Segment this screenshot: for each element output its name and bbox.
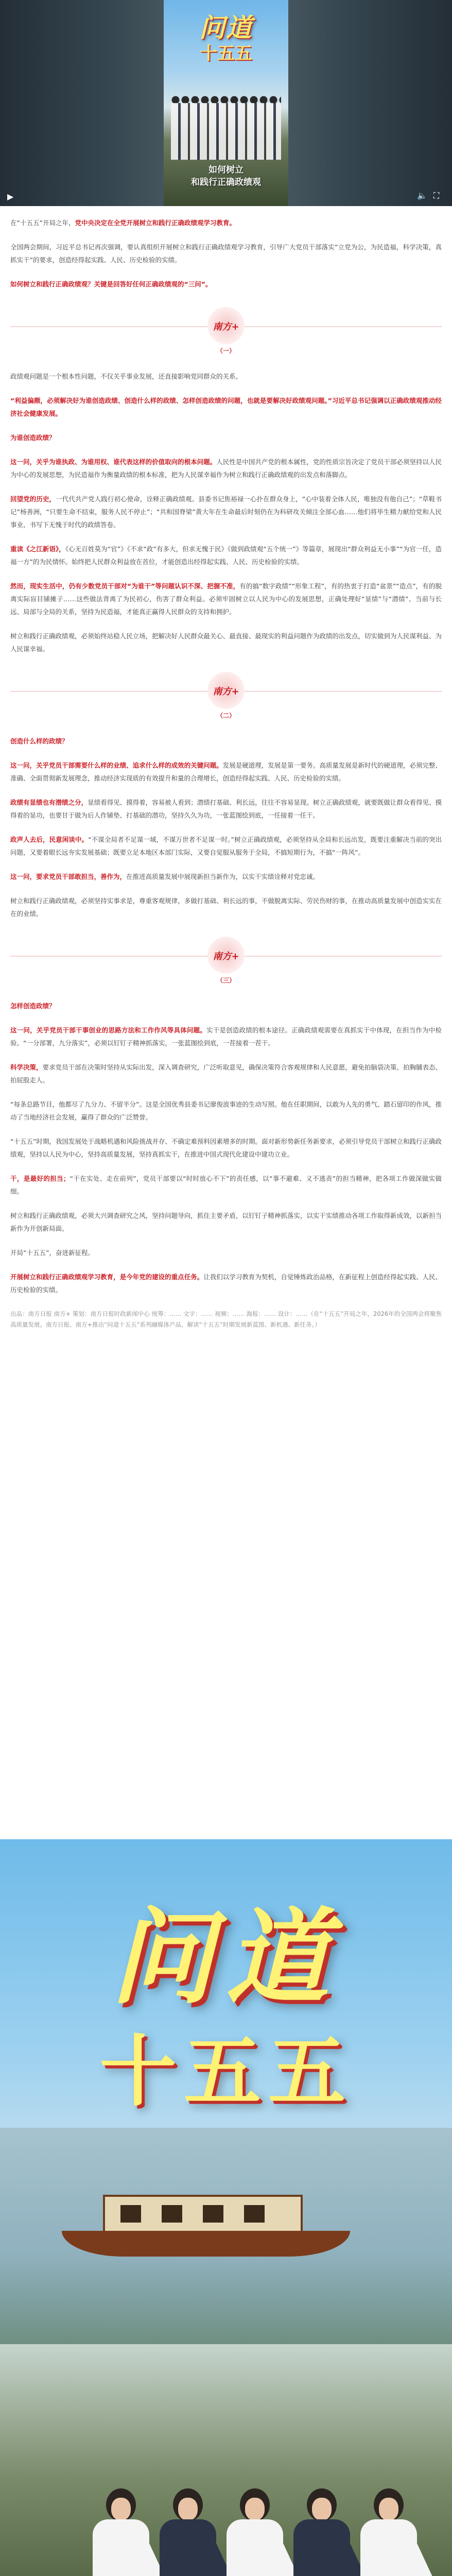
- video-cover-caption-line2: 和践行正确政绩观: [191, 177, 261, 188]
- s2-paragraph: [10, 870, 442, 883]
- badge-label: 南方+: [213, 951, 239, 962]
- s1-paragraph: [10, 630, 442, 655]
- person-figure: [160, 2488, 216, 2576]
- s1-p3-highlight: 这一问，关乎为谁执政、为谁用权、谁代表这样的价值取向的根本问题。: [10, 458, 217, 466]
- s3-p5-text: “干在实处、走在前列”，党员干部要以“时时放心不下”的责任感，以“事不避难、义不逃责”的担当精神，把各项工作做深做实做细。: [10, 1175, 442, 1195]
- s1-p3-text: 人民性是中国共产党的根本属性，党的性质宗旨决定了党员干部必须坚持以人民为中心的发展思想，为民造福作为衡量政绩的根本标准，把为人民谋幸福作为树立和践行正确政绩观的出发点和落脚点。: [10, 458, 442, 479]
- s3-paragraph: [10, 1209, 442, 1235]
- s3-p5-highlight: 干，是最好的担当；: [10, 1175, 70, 1182]
- section-divider-2: [10, 667, 442, 723]
- s2-p5-text: 树立和践行正确政绩观，必须坚持实事求是，尊重客观规律，多做打基础、利长远的事，不做脱离实际、劳民伤财的事，在推动高质量发展中创造实实在在的业绩。: [10, 897, 442, 918]
- fullscreen-icon[interactable]: ⛶: [433, 191, 440, 200]
- s3-p8-text: 让我们以学习教育为契机，自觉锤炼政治品格，在新征程上创造经得起实践、人民、历史检验的实绩。: [10, 1273, 442, 1294]
- s3-p1-text: 实干是创造政绩的根本途径。正确政绩观需要在真抓实干中体现，在担当作为中检验。“一分部署，九分落实”，必须以钉钉子精神抓落实，一张蓝图绘到底，一茬接着一茬干。: [10, 1026, 442, 1047]
- red-boat-image: [62, 2195, 350, 2257]
- feature-poster: [0, 1839, 452, 2576]
- s2-p2-highlight: 政绩有显绩也有潜绩之分，: [10, 799, 88, 806]
- s3-p4-text: “十五五”时期，我国发展处于战略机遇和风险挑战并存、不确定难预料因素增多的时期。面对新形势新任务新要求，必须引导党员干部树立和践行正确政绩观，坚持以人民为中心，坚持高质量发展，坚持真抓实干，在推进中国式现代化建设中建功立业。: [10, 1138, 442, 1158]
- person-figure: [360, 2488, 417, 2576]
- s1-p7-text: 树立和践行正确政绩观，必须始终站稳人民立场，把解决好人民群众最关心、最直接、最现实的利益问题作为政绩的出发点，切实做到为人民谋利益、为人民谋幸福。: [10, 632, 442, 653]
- person-figure: [227, 2488, 283, 2576]
- video-player[interactable]: [0, 0, 452, 206]
- s2-p1-highlight: 这一问，关乎党员干部需要什么样的业绩、追求什么样的成效的关键问题。: [10, 761, 223, 769]
- s2-p4-highlight: 这一问，要求党员干部敢担当，善作为，: [10, 873, 127, 880]
- s3-p2-highlight: 科学决策，: [10, 1063, 43, 1071]
- s3-question: 怎样创造政绩？: [10, 1002, 56, 1010]
- video-cover-poster[interactable]: [164, 0, 288, 206]
- s1-paragraph: [10, 580, 442, 618]
- video-cover-caption-line1: 如何树立: [208, 165, 244, 175]
- s1-p5-highlight: 重读《之江新语》，: [10, 545, 65, 553]
- s2-p1-text: 发展是硬道理，发展是第一要务。高质量发展是新时代的硬道理，必须完整、准确、全面贯彻新发展理念，推动经济实现质的有效提升和量的合理增长，创造经得起实践、人民、历史检验的实绩。: [10, 761, 442, 782]
- s2-p3-text: “不谋全局者不足谋一域，不谋万世者不足谋一时。”树立正确政绩观，必须坚持从全局和长远出发，既要注重解决当前的突出问题，又要着眼长远夯实发展基础；既要立足本地区本部门实际，又要自觉服从服务于全局，不搞短期行为，不搞“一阵风”。: [10, 836, 442, 856]
- nanfang-plus-badge: [207, 937, 245, 974]
- intro-paragraph-1: [10, 216, 442, 229]
- s3-paragraph: [10, 1024, 442, 1049]
- section-number: （三）: [216, 977, 235, 984]
- speaker-icon[interactable]: 🔈: [417, 191, 427, 200]
- play-icon[interactable]: ▶: [7, 192, 14, 201]
- boat-hull: [62, 2231, 350, 2257]
- s2-p3-highlight: 政声人去后，民意闲谈中。: [10, 836, 89, 843]
- boat-window: [120, 2205, 141, 2223]
- intro-paragraph-2: [10, 241, 442, 266]
- oath-crowd-image: [15, 2447, 437, 2576]
- s1-quote: “利益偏颇，必须解决好为谁创造政绩、创造什么样的政绩、怎样创造政绩的问题，也就是要解决好政绩观问题。”习近平总书记强调以正确政绩观推动经济社会健康发展。: [10, 397, 442, 417]
- video-cover-caption: [164, 164, 288, 189]
- s3-p1-highlight: 这一问，关乎党员干部干事创业的思路方法和工作作风等具体问题。: [10, 1026, 206, 1034]
- nanfang-plus-badge: [207, 672, 245, 709]
- video-cover-title: 问道: [199, 12, 253, 43]
- s3-p6-text: 树立和践行正确政绩观，必须大兴调查研究之风，坚持问题导向，抓住主要矛盾，以钉钉子精神抓落实，以实干实绩推动各项工作取得新成效，以新担当新作为开创新局面。: [10, 1212, 442, 1232]
- poster-subtitle: 十五五: [99, 2026, 353, 2117]
- person-figure: [93, 2488, 149, 2576]
- boat-cabin: [103, 2195, 303, 2235]
- s1-paragraph: [10, 543, 442, 568]
- person-figure: [293, 2488, 350, 2576]
- video-cover-subtitle: 十五五: [200, 43, 252, 64]
- s2-paragraph: [10, 796, 442, 822]
- video-cover-crowd: [171, 103, 281, 160]
- intro-1-highlight: 党中央决定在全党开展树立和践行正确政绩观学习教育。: [75, 219, 236, 227]
- s3-p7-text: 开局“十五五”，奋进新征程。: [10, 1249, 94, 1257]
- section-divider-3: [10, 931, 442, 988]
- section-number: （一）: [216, 347, 235, 354]
- s1-paragraph: [10, 493, 442, 531]
- s3-p2-text: 要求党员干部在决策时坚持从实际出发，深入调查研究，广泛听取意见，确保决策符合客观规律和人民意愿，避免拍脑袋决策、拍胸脯表态、拍屁股走人。: [10, 1063, 442, 1084]
- s3-paragraph: [10, 1172, 442, 1198]
- s3-p8-highlight: 开展树立和践行正确政绩观学习教育，是今年党的建设的重点任务。: [10, 1273, 204, 1281]
- intro-2-text: 全国两会期间，习近平总书记再次强调，要认真组织开展树立和践行正确政绩观学习教育，引导广大党员干部落实“立党为公，为民造福，科学决策，真抓实干”的要求，创造经得起实践、人民、历史检验的实绩。: [10, 243, 442, 264]
- section-divider-1: [10, 302, 442, 359]
- s2-p4-text: 在推进高质量发展中展现新担当新作为，以实干实绩诠释对党忠诚。: [126, 873, 320, 880]
- s1-paragraph: [10, 370, 442, 383]
- boat-window: [203, 2205, 223, 2223]
- s3-paragraph: [10, 1098, 442, 1124]
- s3-paragraph: [10, 1135, 442, 1161]
- s1-question: 为谁创造政绩？: [10, 434, 56, 442]
- s1-p4-text: 一代代共产党人践行初心使命，诠释正确政绩观。县委书记焦裕禄一心扑在群众身上，“心中装着全体人民，唯独没有他自己”；“草鞋书记”杨善洲，“只要生命不结束，服务人民不停止”；“共和国脊梁”黄大年在生命最后时刻仍在为科研攻关倾注全部心血……他们将毕生精力献给党和人民事业，书写下无愧于时代的政绩答卷。: [10, 495, 442, 529]
- boat-window: [244, 2205, 265, 2223]
- nanfang-plus-badge: [207, 307, 245, 344]
- s2-paragraph: [10, 894, 442, 920]
- s1-p6-text: 有的搞“数字政绩”“形象工程”，有的热衷于打造“盆景”“造点”，有的脱离实际盲目铺摊子……这些做法背离了为民初心，伤害了群众利益。必须牢固树立以人民为中心的发展思想，正确处理好“显绩”与“潜绩”、当前与长远、局部与全局的关系，坚持为民造福，才能真正赢得人民群众的支持和拥护。: [10, 582, 442, 616]
- lead-question: 如何树立和践行正确政绩观？关键是回答好任何正确政绩观的“三问”。: [10, 280, 212, 288]
- s1-p5-text: 《心无百姓莫为“官”》《不求“政”有多大，但求无愧于民》《做到政绩观“五个统一”》等篇章，展现出“群众利益无小事”“为官一任，造福一方”的为民情怀。始终把人民群众利益放在首位，才能创造出经得起实践、人民、历史检验的实绩。: [10, 545, 442, 566]
- s3-paragraph: [10, 1061, 442, 1087]
- article-body: [10, 216, 442, 1330]
- s3-p3-text: “每条总路节目，他都尽了九分力、不留半分”。这是全国优秀县委书记廖俊波事迹的生动写照。他在任职期间，以敢为人先的勇气、踏石留印的作风，推动了当地经济社会发展，赢得了群众的广泛赞誉。: [10, 1100, 442, 1121]
- s2-p2-text: 显绩看得见、摸得着，容易被人看到；潜绩打基础、利长远，往往不容易显现。树立正确政绩观，就要既做让群众看得见、摸得着的显功，也要甘于做为后人作铺垫、打基础的潜功，坚持久久为功，一张蓝图绘到底，一任接着一任干。: [10, 799, 442, 819]
- s3-paragraph: [10, 1270, 442, 1296]
- boat-window: [162, 2205, 182, 2223]
- s1-p0: 政绩观问题是一个根本性问题，不仅关乎事业发展，还直接影响党同群众的关系。: [10, 372, 242, 380]
- badge-label: 南方+: [213, 321, 239, 332]
- s2-paragraph: [10, 833, 442, 859]
- s1-p6-highlight: 然而，现实生活中，仍有少数党员干部对“为谁干”等问题认识不深、把握不准，: [10, 582, 240, 590]
- s2-paragraph: [10, 759, 442, 785]
- badge-label: 南方+: [213, 686, 239, 697]
- source-credits: 出品：南方日报 南方+ 策划：南方日报时政新闻中心 统筹：…… 文字：…… 视频：…… 海报：…… 设计：……（在“十五五”开局之年，2026年的全国两会将聚焦高质量发展。南方日报、南方+推出“问道十五五”系列融媒体产品，解读“十五五”时期发展新蓝图、新机遇、新任务。）: [10, 1310, 442, 1328]
- s2-question: 创造什么样的政绩？: [10, 737, 68, 745]
- intro-1-text: 在“十五五”开局之年，: [10, 219, 75, 227]
- s3-paragraph: [10, 1246, 442, 1259]
- section-number: （二）: [216, 712, 235, 719]
- s1-paragraph: [10, 455, 442, 481]
- poster-title: 问道: [110, 1897, 341, 2018]
- s1-p4-highlight: 回望党的历史，: [10, 495, 56, 503]
